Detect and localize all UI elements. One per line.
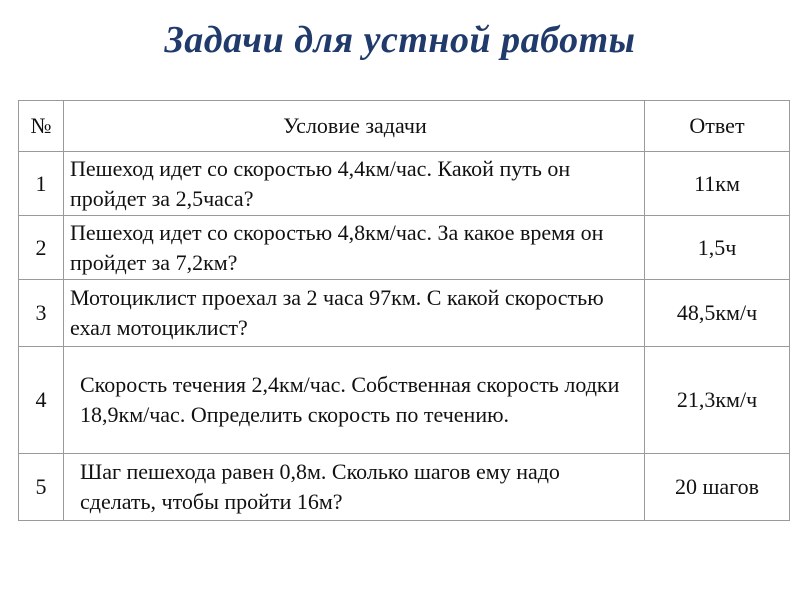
table-row — [19, 152, 790, 216]
condition-text: Пешеход идет со скоростью 4,4км/час. Какой путь он пройдет за 2,5часа? — [70, 155, 571, 211]
row-number: 4 — [19, 347, 64, 454]
condition-text: Пешеход идет со скоростью 4,8км/час. За какое время он пройдет за 7,2км? — [70, 219, 604, 275]
row-condition — [64, 454, 645, 521]
row-number: 5 — [19, 454, 64, 521]
condition-text: Шаг пешехода равен 0,8м. Сколько шагов ему надо сделать, чтобы пройти 16м? — [80, 459, 560, 514]
row-condition — [64, 216, 645, 280]
row-number: 2 — [19, 216, 64, 280]
table-row — [19, 280, 790, 347]
row-condition — [64, 280, 645, 347]
row-answer: 1,5ч — [645, 216, 790, 280]
row-answer: 20 шагов — [645, 454, 790, 521]
condition-text: Скорость течения 2,4км/час. Собственная скорость лодки 18,9км/час. Определить скорость по течению. — [80, 372, 620, 427]
row-condition — [64, 152, 645, 216]
row-number: 1 — [19, 152, 64, 216]
header-answer: Ответ — [645, 101, 790, 152]
table-header-row — [19, 101, 790, 152]
header-condition: Условие задачи — [64, 101, 645, 152]
tasks-table — [18, 100, 790, 521]
condition-text: Мотоциклист проехал за 2 часа 97км. С какой скоростью ехал мотоциклист? — [70, 285, 604, 340]
row-answer: 21,3км/ч — [645, 347, 790, 454]
table-row — [19, 216, 790, 280]
table-row — [19, 347, 790, 454]
row-answer: 11км — [645, 152, 790, 216]
row-answer: 48,5км/ч — [645, 280, 790, 347]
row-condition — [64, 347, 645, 454]
header-number: № — [19, 101, 64, 152]
row-number: 3 — [19, 280, 64, 347]
table-row — [19, 454, 790, 521]
page-title: Задачи для устной работы — [164, 19, 636, 61]
